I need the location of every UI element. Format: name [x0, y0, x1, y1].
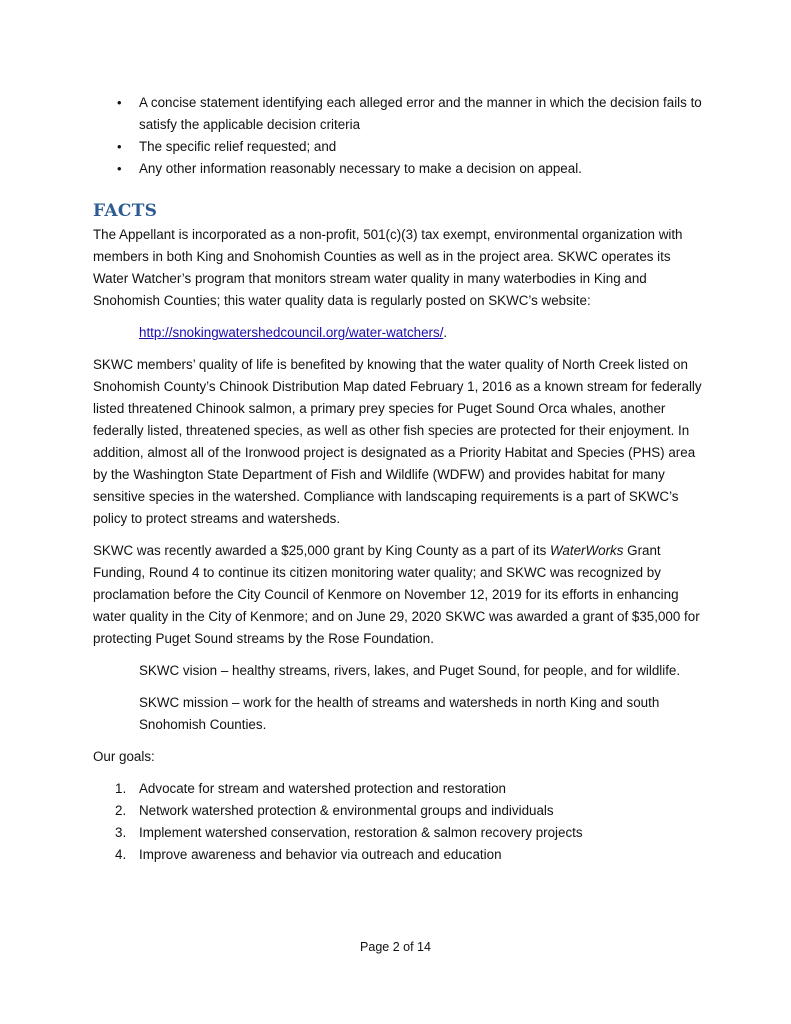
- goals-list: [93, 778, 703, 866]
- bullet-item: [93, 158, 703, 180]
- grant-paragraph: [93, 540, 703, 650]
- bullet-item: [93, 136, 703, 158]
- goal-text: Advocate for stream and watershed protection and restoration: [139, 781, 506, 796]
- website-link-line: [93, 322, 703, 344]
- goal-text: Network watershed protection & environmental groups and individuals: [139, 803, 554, 818]
- mission-statement: SKWC mission – work for the health of streams and watersheds in north King and south Snohomish Counties.: [139, 695, 660, 732]
- bullet-icon: •: [117, 95, 122, 110]
- page-number-footer: Page 2 of 14: [360, 940, 431, 954]
- goal-item: [93, 778, 703, 800]
- appellant-paragraph: The Appellant is incorporated as a non-profit, 501(c)(3) tax exempt, environmental organization with members in both King and Snohomish Counties as well as in the project area. SKWC operates its Water Watcher’s program that monitors stream water quality in many waterbodies in King and Snohomish Counties; this water quality data is regularly posted on SKWC’s website:: [93, 227, 683, 308]
- waterworks-italic: WaterWorks: [550, 543, 624, 558]
- water-watchers-link[interactable]: http://snokingwatershedcouncil.org/water-watchers/: [139, 325, 444, 340]
- goal-item: [93, 800, 703, 822]
- bullet-text: A concise statement identifying each alleged error and the manner in which the decision fails to satisfy the applicable decision criteria: [139, 95, 702, 132]
- grant-text-end: Grant Funding, Round 4 to continue its citizen monitoring water quality; and SKWC was recognized by proclamation before the City Council of Kenmore on November 12, 2019 for its efforts in enhancing water quality in the City of Kenmore; and on June 29, 2020 SKWC was awarded a grant of $35,000 for protecting Puget Sound streams by the Rose Foundation.: [93, 543, 700, 646]
- vision-statement: SKWC vision – healthy streams, rivers, lakes, and Puget Sound, for people, and for wildlife.: [139, 663, 681, 678]
- grant-text-start: SKWC was recently awarded a $25,000 grant by King County as a part of its: [93, 543, 551, 558]
- goal-number: 1.: [115, 781, 127, 796]
- goal-item: [93, 844, 703, 866]
- goals-label: Our goals:: [93, 749, 155, 764]
- bullet-icon: •: [117, 139, 122, 154]
- bullet-text: The specific relief requested; and: [139, 139, 337, 154]
- members-paragraph: SKWC members’ quality of life is benefited by knowing that the water quality of North Creek listed on Snohomish County’s Chinook Distribution Map dated February 1, 2016 as a known stream for federally listed threatened Chinook salmon, a primary prey species for Puget Sound Orca whales, another federally listed, threatened species, as well as other fish species are protected for their enjoyment. In addition, almost all of the Ironwood project is designated as a Priority Habitat and Species (PHS) area by the Washington State Department of Fish and Wildlife (WDFW) and provides habitat for many sensitive species in the watershed. Compliance with landscaping requirements is a part of SKWC’s policy to protect streams and watersheds.: [93, 357, 702, 526]
- goal-item: [93, 822, 703, 844]
- goal-text: Implement watershed conservation, restoration & salmon recovery projects: [139, 825, 583, 840]
- goal-number: 3.: [115, 825, 127, 840]
- section-heading-facts: FACTS: [93, 201, 158, 221]
- goal-number: 4.: [115, 847, 127, 862]
- bullet-item: [93, 92, 703, 136]
- page-content: [93, 92, 703, 866]
- bullet-icon: •: [117, 161, 122, 176]
- goal-number: 2.: [115, 803, 127, 818]
- requirements-bullet-list: [93, 92, 703, 180]
- goal-text: Improve awareness and behavior via outreach and education: [139, 847, 502, 862]
- bullet-text: Any other information reasonably necessary to make a decision on appeal.: [139, 161, 582, 176]
- link-suffix: .: [443, 325, 448, 340]
